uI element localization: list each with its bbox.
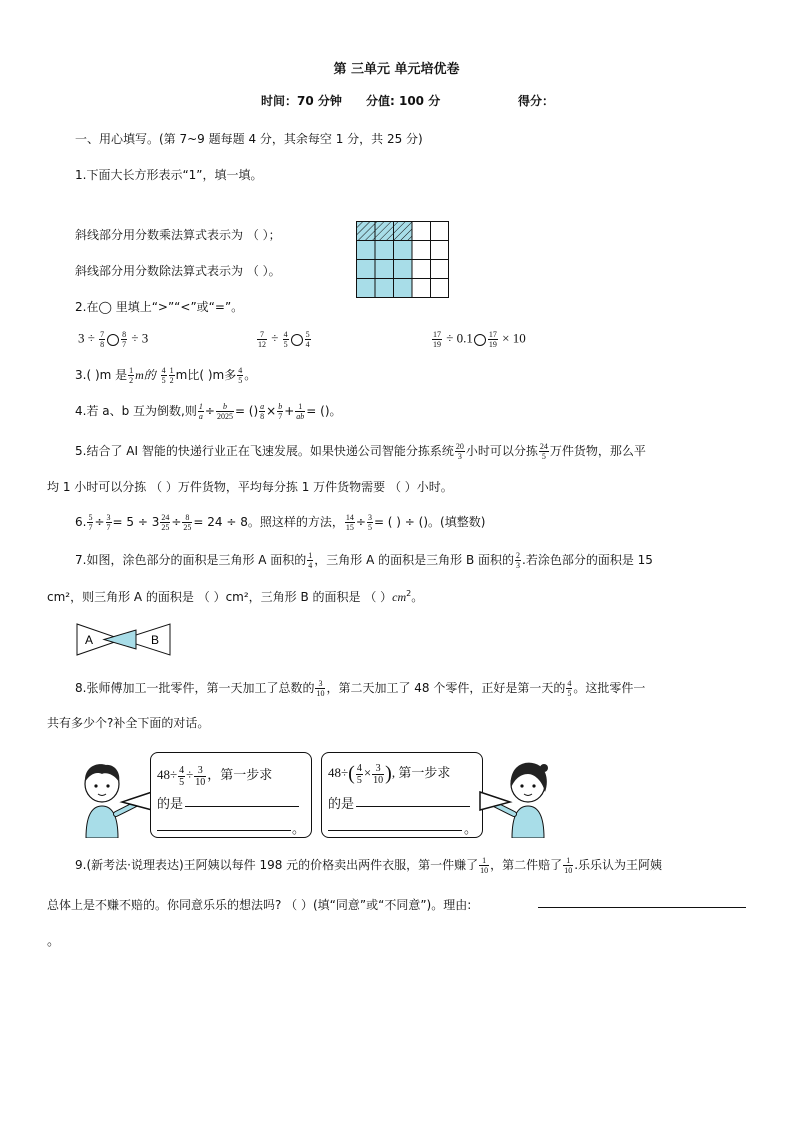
compare-circle[interactable] xyxy=(291,334,303,346)
fraction: $\frac{3}{10}$ xyxy=(316,679,325,698)
fraction: $\frac{b}{2025}$ xyxy=(216,402,233,421)
q7-unit-exp: 2 xyxy=(406,589,412,598)
q7-text: 。 xyxy=(411,590,424,604)
fraction: $\frac{2}{3}$ xyxy=(516,551,520,570)
question-7-line-1 xyxy=(75,551,653,570)
question-4 xyxy=(75,402,342,421)
grid-hatched-region xyxy=(357,222,412,241)
question-2-expr-2 xyxy=(256,330,312,349)
bubble-2-tail xyxy=(478,752,514,842)
question-2-expr-3 xyxy=(431,330,526,349)
fraction: $\frac{4}{5}$ xyxy=(567,679,572,698)
fraction: $\frac{3}{10}$ xyxy=(195,764,206,788)
fraction: $\frac{b}{7}$ xyxy=(278,402,283,421)
question-9-line-1 xyxy=(75,856,662,875)
fraction: $\frac{17}{19}$ xyxy=(433,330,441,349)
q4-text: = ()。 xyxy=(306,404,342,418)
q8-text: ，第二天加工了 48 个零件，正好是第一天的 xyxy=(326,681,566,695)
fraction: $\frac{3}{7}$ xyxy=(106,513,111,532)
q4-text: 4.若 a、b 互为倒数,则 xyxy=(75,404,197,418)
question-3 xyxy=(75,366,256,385)
question-5-line-2: 均 1 小时可以分拣 （ ）万件货物，平均每分拣 1 万件货物需要 （ ）小时。 xyxy=(47,480,453,494)
bubble-2-answer-line-2[interactable] xyxy=(328,830,462,831)
q4-text: = () xyxy=(234,404,259,418)
q6-text: ÷ xyxy=(171,515,182,529)
q7-text: .若涂色部分的面积是 15 xyxy=(522,553,653,567)
expr-text: 3 ÷ xyxy=(78,330,95,346)
expr-text: ÷ 0.1 xyxy=(446,330,473,346)
q6-text: ÷ xyxy=(355,515,366,529)
page-title: 第 三单元 单元培优卷 xyxy=(333,62,460,77)
q3-text: m比( )m多 xyxy=(175,368,237,382)
q5-text: 5.结合了 AI 智能的快递行业正在飞速发展。如果快递公司智能分拣系统 xyxy=(75,444,454,458)
paren-close: ) xyxy=(385,762,392,785)
q8-text: 8.张师傅加工一批零件，第一天加工了总数的 xyxy=(75,681,315,695)
compare-circle[interactable] xyxy=(474,334,486,346)
fraction: $\frac{1}{10}$ xyxy=(480,856,489,875)
question-5-line-1 xyxy=(75,442,646,461)
q6-text: = 5 ÷ 3 xyxy=(112,515,160,529)
shaded-overlap xyxy=(104,630,136,649)
question-1-line-2: 斜线部分用分数除法算式表示为 （ ）。 xyxy=(75,264,281,278)
score-label: 得分： xyxy=(518,94,555,108)
question-6 xyxy=(75,513,485,532)
q4-text: × xyxy=(266,404,277,418)
q5-text: 万件货物，那么平 xyxy=(549,444,646,458)
q9-text: .乐乐认为王阿姨 xyxy=(574,858,663,872)
bubble-text: 48÷ xyxy=(328,765,349,780)
fraction: $\frac{7}{8}$ xyxy=(100,330,105,349)
q7-text: cm²，则三角形 A 的面积是 （ ）cm²，三角形 B 的面积是 （ ） xyxy=(47,590,393,604)
question-8-line-2: 共有多少个?补全下面的对话。 xyxy=(47,716,210,730)
score-value-info: 分值: 100 分 xyxy=(366,94,441,108)
fraction: $\frac{3}{10}$ xyxy=(373,762,384,786)
reason-answer-line[interactable] xyxy=(538,907,746,908)
q8-text: 。这批零件一 xyxy=(573,681,646,695)
triangles-figure xyxy=(76,622,172,658)
fraction: $\frac{24}{5}$ xyxy=(539,442,548,461)
q6-text: 6. xyxy=(75,515,87,529)
q4-text: ÷ xyxy=(204,404,215,418)
bubble-1-end: 。 xyxy=(292,821,306,836)
fraction: $\frac{4}{5}$ xyxy=(161,366,166,385)
section-heading: 一、用心填写。(第 7~9 题每题 4 分，其余每空 1 分，共 25 分) xyxy=(75,132,423,146)
bubble-2-line-1 xyxy=(328,762,450,786)
fraction: $\frac{8}{25}$ xyxy=(183,513,192,532)
question-1-text: 1.下面大长方形表示“1”，填一填。 xyxy=(75,168,263,182)
question-2-text: 2.在◯ 里填上“>”“<”或“=”。 xyxy=(75,300,244,314)
q9-text: 9.(新考法·说理表达)王阿姨以每件 198 元的价格卖出两件衣服，第一件赚了 xyxy=(75,858,479,872)
bubble-1-answer-line-1[interactable] xyxy=(185,806,299,807)
q6-text: ÷ xyxy=(94,515,105,529)
q5-text: 小时可以分拣 xyxy=(465,444,538,458)
fraction: $\frac{5}{4}$ xyxy=(305,330,310,349)
fraction: $\frac{4}{5}$ xyxy=(356,762,362,786)
time-info: 时间：70 分钟 xyxy=(261,94,342,108)
fraction: $\frac{7}{12}$ xyxy=(258,330,266,349)
fraction: $\frac{14}{15}$ xyxy=(345,513,354,532)
expr-text: ÷ xyxy=(271,330,279,346)
compare-circle[interactable] xyxy=(107,334,119,346)
fraction: $\frac{20}{3}$ xyxy=(455,442,464,461)
fraction: $\frac{1}{2}$ xyxy=(169,366,174,385)
fraction: $\frac{8}{7}$ xyxy=(122,330,127,349)
q3-text: m的 xyxy=(135,368,156,382)
q9-text: ，第二件赔了 xyxy=(490,858,563,872)
fraction: $\frac{1}{4}$ xyxy=(308,551,313,570)
question-9-line-2: 总体上是不赚不赔的。你同意乐乐的想法吗? （ ）(填“同意”或“不同意”)。理由: xyxy=(47,898,472,912)
triangle-b-label: B xyxy=(151,633,160,647)
fraction: $\frac{a}{8}$ xyxy=(260,402,265,421)
question-8-line-1 xyxy=(75,679,645,698)
paren-open: ( xyxy=(348,762,355,785)
bubble-2-end: 。 xyxy=(464,821,478,836)
fraction: $\frac{4}{5}$ xyxy=(238,366,243,385)
fraction: $\frac{1}{2}$ xyxy=(129,366,134,385)
fraction: $\frac{4}{5}$ xyxy=(179,764,185,788)
question-1-line-1: 斜线部分用分数乘法算式表示为 （ ）； xyxy=(75,228,281,242)
bubble-text: ，第一步求 xyxy=(207,767,273,782)
question-2-expr-1 xyxy=(78,330,148,349)
expr-text: × 10 xyxy=(502,330,526,346)
fraction: $\frac{4}{5}$ xyxy=(283,330,288,349)
question-7-line-2 xyxy=(47,588,423,605)
q7-text: ，三角形 A 的面积是三角形 B 面积的 xyxy=(314,553,514,567)
q3-text: 。 xyxy=(244,368,257,382)
fraction-grid-figure xyxy=(356,221,450,299)
bubble-text: ÷ xyxy=(186,767,194,782)
fraction: $\frac{3}{5}$ xyxy=(367,513,372,532)
fraction: $\frac{17}{19}$ xyxy=(488,330,497,349)
question-9-end: 。 xyxy=(47,934,61,949)
q7-unit: cm xyxy=(392,590,407,604)
bubble-2-answer-line-1[interactable] xyxy=(356,806,470,807)
q7-text: 7.如图，涂色部分的面积是三角形 A 面积的 xyxy=(75,553,307,567)
bubble-2-line-2: 的是 xyxy=(328,796,355,811)
fraction: $\frac{24}{25}$ xyxy=(161,513,170,532)
bubble-text: 48÷ xyxy=(157,767,178,782)
fraction: $\frac{1}{ab}$ xyxy=(296,402,305,421)
bubble-1-line-2: 的是 xyxy=(157,796,184,811)
q6-text: = 24 ÷ 8。照这样的方法， xyxy=(193,515,344,529)
bubble-text: × xyxy=(363,765,372,780)
fraction: $\frac{1}{a}$ xyxy=(198,402,203,421)
expr-text: ÷ 3 xyxy=(131,330,149,346)
fraction: $\frac{5}{7}$ xyxy=(88,513,93,532)
bubble-1-tail xyxy=(118,752,154,842)
q4-text: + xyxy=(284,404,295,418)
bubble-1-answer-line-2[interactable] xyxy=(157,830,291,831)
fraction: $\frac{1}{10}$ xyxy=(564,856,573,875)
q6-text: = ( ) ÷ ()。(填整数) xyxy=(373,515,486,529)
bubble-text: , 第一步求 xyxy=(391,765,451,780)
bubble-1-line-1 xyxy=(157,764,272,788)
q3-text: 3.( )m 是 xyxy=(75,368,128,382)
triangle-a-label: A xyxy=(85,633,94,647)
